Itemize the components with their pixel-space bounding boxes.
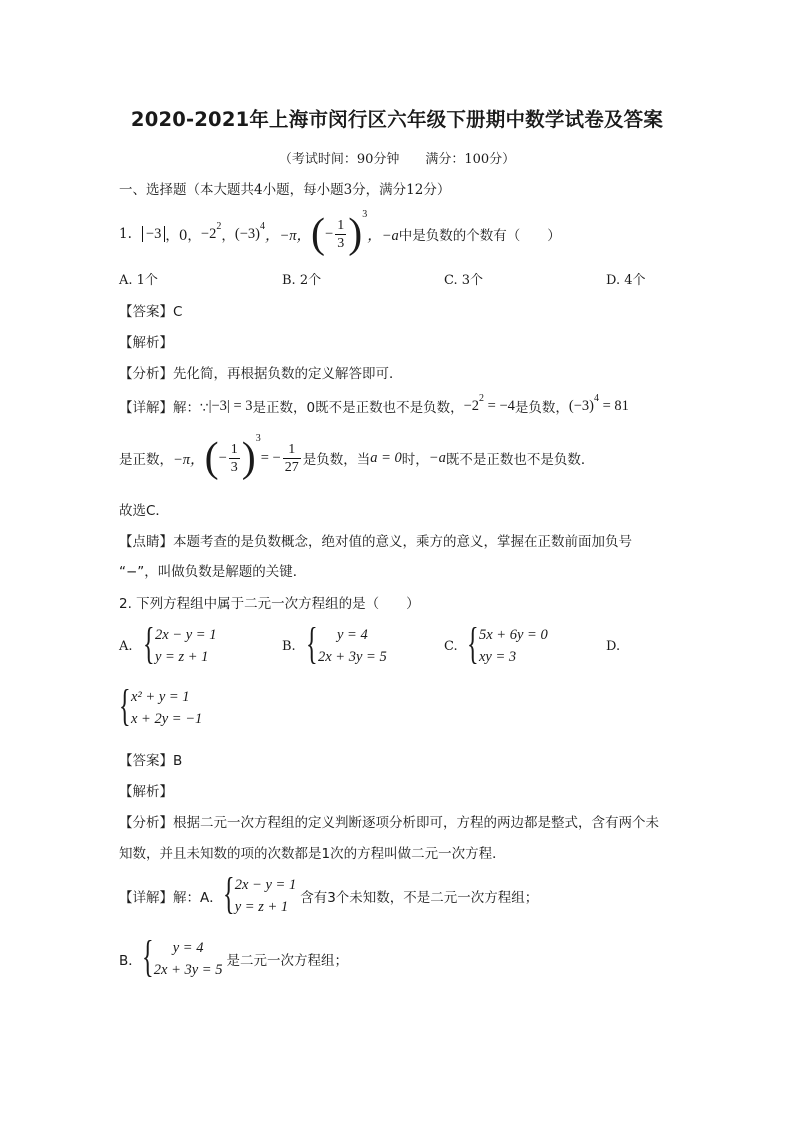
q2-fenxi-2: 知数，并且未知数的项的次数都是1次的方程叫做二元一次方程． — [119, 846, 506, 862]
q2-option-b-system: { y = 4 2x + 3y = 5 — [306, 619, 387, 668]
q1-jiexi: 【解析】 — [119, 335, 173, 351]
q2-option-d-system: { x² + y = 1 x + 2y = −1 — [119, 681, 203, 730]
q2-label-b: B. — [282, 639, 296, 654]
q1-dianjing-2: “−”，叫做负数是解题的关键． — [119, 564, 307, 580]
q1-detail-line1: 【详解】解：∵ |−3| = 3 是正数，0既不是正数也不是负数， $-2^2 = -4$ 是负数， $(-3)^4 = 81$ — [119, 392, 629, 416]
question-number: 1. — [119, 226, 132, 242]
neg3-power4: $(-3)^4$ — [234, 220, 265, 242]
abs-neg3: −3 — [142, 226, 165, 242]
q1-option-b: B. 2个 — [282, 273, 322, 288]
neg-a: ，−a — [367, 227, 399, 244]
question-2-stem: 2. 下列方程组中属于二元一次方程组的是（ ） — [119, 596, 420, 612]
neg-third-cubed: ( − $\frac{1}{3}$ ) 3 — [311, 208, 368, 257]
q2-option-a-system: { 2x − y = 1 y = z + 1 — [143, 619, 217, 668]
q1-option-a: A. 1个 — [119, 273, 158, 288]
q2-fenxi-1: 【分析】根据二元一次方程组的定义判断逐项分析即可，方程的两边都是整式，含有两个未 — [119, 815, 659, 831]
q2-detail-b: B． { y = 4 2x + 3y = 5 是二元一次方程组； — [119, 932, 348, 981]
q1-dianjing-1: 【点睛】本题考查的是负数概念，绝对值的意义，乘方的意义，掌握在正数前面加负号 — [119, 534, 632, 550]
neg-pi: ，−π， — [264, 227, 312, 244]
q2-label-c: C. — [444, 639, 458, 654]
section-heading: 一、选择题（本大题共4小题，每小题3分，满分12分） — [119, 182, 451, 198]
q2-answer: 【答案】B — [119, 753, 183, 769]
q1-detail-line2: 是正数， −π， ( − $\frac{1}{3}$ ) 3 = − $\frac{1}{27}$ 是负数，当 a = 0 时， −a 既不是正数也不是负数． — [119, 432, 595, 481]
question-1-tail: 中是负数的个数有（ ） — [398, 228, 561, 244]
exam-info: （考试时间：90分钟 满分：100分） — [278, 152, 516, 167]
q2-label-a: A. — [119, 639, 133, 654]
q1-choose: 故选C． — [119, 503, 169, 519]
q2-label-d: D. — [606, 639, 621, 654]
q2-jiexi: 【解析】 — [119, 784, 173, 800]
q1-option-d: D. 4个 — [606, 273, 646, 288]
text-zero: ，0， — [165, 228, 201, 244]
q1-fenxi: 【分析】先化简，再根据负数的定义解答即可． — [119, 366, 403, 382]
page-title: 2020-2021年上海市闵行区六年级下册期中数学试卷及答案 — [130, 108, 664, 131]
q2-detail-a: 【详解】解：A． { 2x − y = 1 y = z + 1 含有3个未知数，不是二元一次方程组； — [119, 869, 539, 918]
q2-option-c-system: { 5x + 6y = 0 xy = 3 — [467, 619, 548, 668]
neg-2-squared: $-2^2$ — [200, 220, 222, 242]
q1-answer: 【答案】C — [119, 304, 183, 320]
question-1-stem: 1. −3 ，0， $-2^2$ ， $(-3)^4$ ，−π， ( − $\frac{1}{3}$ ) 3 ，−a 中是负数的个数有（ ） — [119, 208, 561, 257]
q1-option-c: C. 3个 — [444, 273, 484, 288]
